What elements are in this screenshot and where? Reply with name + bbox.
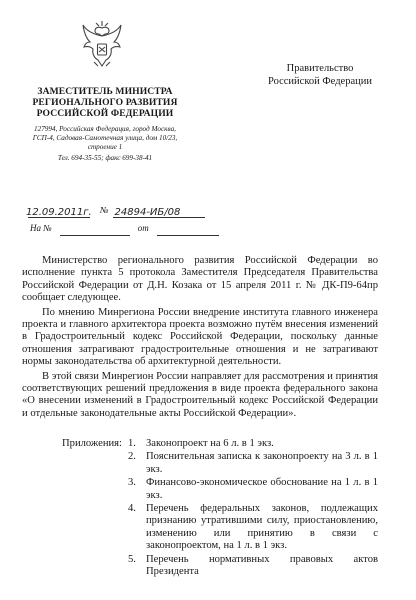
sender-address-line-2: ГСП-4, Садовая-Самотечная улица, дом 10/23,: [32, 134, 178, 142]
addressee-block: [255, 62, 385, 88]
attachment-text: Финансово-экономическое обоснование на 1 л. в 1 экз.: [146, 477, 378, 501]
attachment-number: 2.: [128, 451, 136, 463]
attachment-text: Пояснительная записка к законопроекту на 3 л. в 1 экз.: [146, 451, 378, 475]
body-paragraph-2: По мнению Минрегиона России внедрение института главного инженера проекта и главного архитектора проекта возможно путём внесения изменений в Градостроительный кодекс Российской Федерации, поскольку данные отношения затрагивают градостроительные отношения и не затрагивают нормы законодательства об архитектурной деятельности.: [22, 306, 378, 368]
addressee-line-2: Российской Федерации: [268, 76, 372, 87]
coat-of-arms-emblem-icon: [80, 20, 124, 70]
from-label: от: [137, 223, 149, 233]
attachment-number: 1.: [128, 438, 136, 449]
sender-phone: Тел. 694-35-55; факс 699-38-41: [57, 154, 153, 162]
sender-address-line-1: 127994, Российская Федерация, город Москва,: [34, 125, 176, 133]
sender-title-line-1: ЗАМЕСТИТЕЛЬ МИНИСТРА: [37, 86, 173, 97]
reference-number-field: [60, 224, 130, 236]
body-paragraph-3: В этой связи Минрегион России направляет для рассмотрения и принятия соответствующих решений предложения в виде проекта федерального закона «О внесении изменений в Градостроительный кодекс Российской Федерации и отдельные законодательные акты Российской Федерации».: [22, 370, 378, 419]
body-paragraph-1: Министерство регионального развития Российской Федерации во исполнение пункта 5 протокола Заместителя Председателя Правительства Российской Федерации от Д.Н. Козака от 15 апреля 2011 г. № ДК-П9-64пр сообщает следующее.: [22, 255, 378, 304]
addressee-line-1: Правительство: [286, 63, 354, 74]
outgoing-date: 12.09.2011г.: [26, 207, 92, 218]
reference-date-field: [157, 224, 219, 236]
sender-address-line-3: строение 1: [87, 143, 123, 151]
attachment-number: 4.: [128, 503, 136, 515]
attachment-number: 3.: [128, 477, 136, 489]
attachment-item: [128, 477, 378, 502]
outgoing-date-field: [28, 206, 90, 218]
sender-title-line-3: РОССИЙСКОЙ ФЕДЕРАЦИИ: [36, 108, 174, 119]
attachment-text: Перечень федеральных законов, подлежащих признанию утратившими силу, приостановлению, изменению или принятию в связи с законопроектом, на 1 л. в 1 экз.: [146, 503, 378, 552]
attachment-number: 5.: [128, 553, 136, 565]
attachment-text: Законопроект на 6 л. в 1 экз.: [146, 438, 274, 449]
reference-label: На №: [30, 223, 52, 233]
sender-title-line-2: РЕГИОНАЛЬНОГО РАЗВИТИЯ: [32, 97, 178, 108]
attachment-item: [128, 438, 378, 450]
sender-address: [20, 125, 190, 163]
letter-body: [22, 255, 378, 422]
outgoing-line: [28, 200, 228, 218]
outgoing-number: 24894-ИБ/08: [114, 207, 181, 218]
reference-line: [30, 218, 230, 236]
attachment-item: [128, 554, 378, 579]
attachments-list: [128, 438, 378, 579]
attachment-item: [128, 451, 378, 476]
number-label: №: [100, 205, 109, 215]
attachment-text: Перечень нормативных правовых актов Президента: [146, 553, 378, 578]
outgoing-number-field: [113, 206, 205, 218]
attachment-item: [128, 503, 378, 553]
sender-block: [20, 86, 190, 163]
attachments-label: Приложения:: [62, 438, 122, 449]
